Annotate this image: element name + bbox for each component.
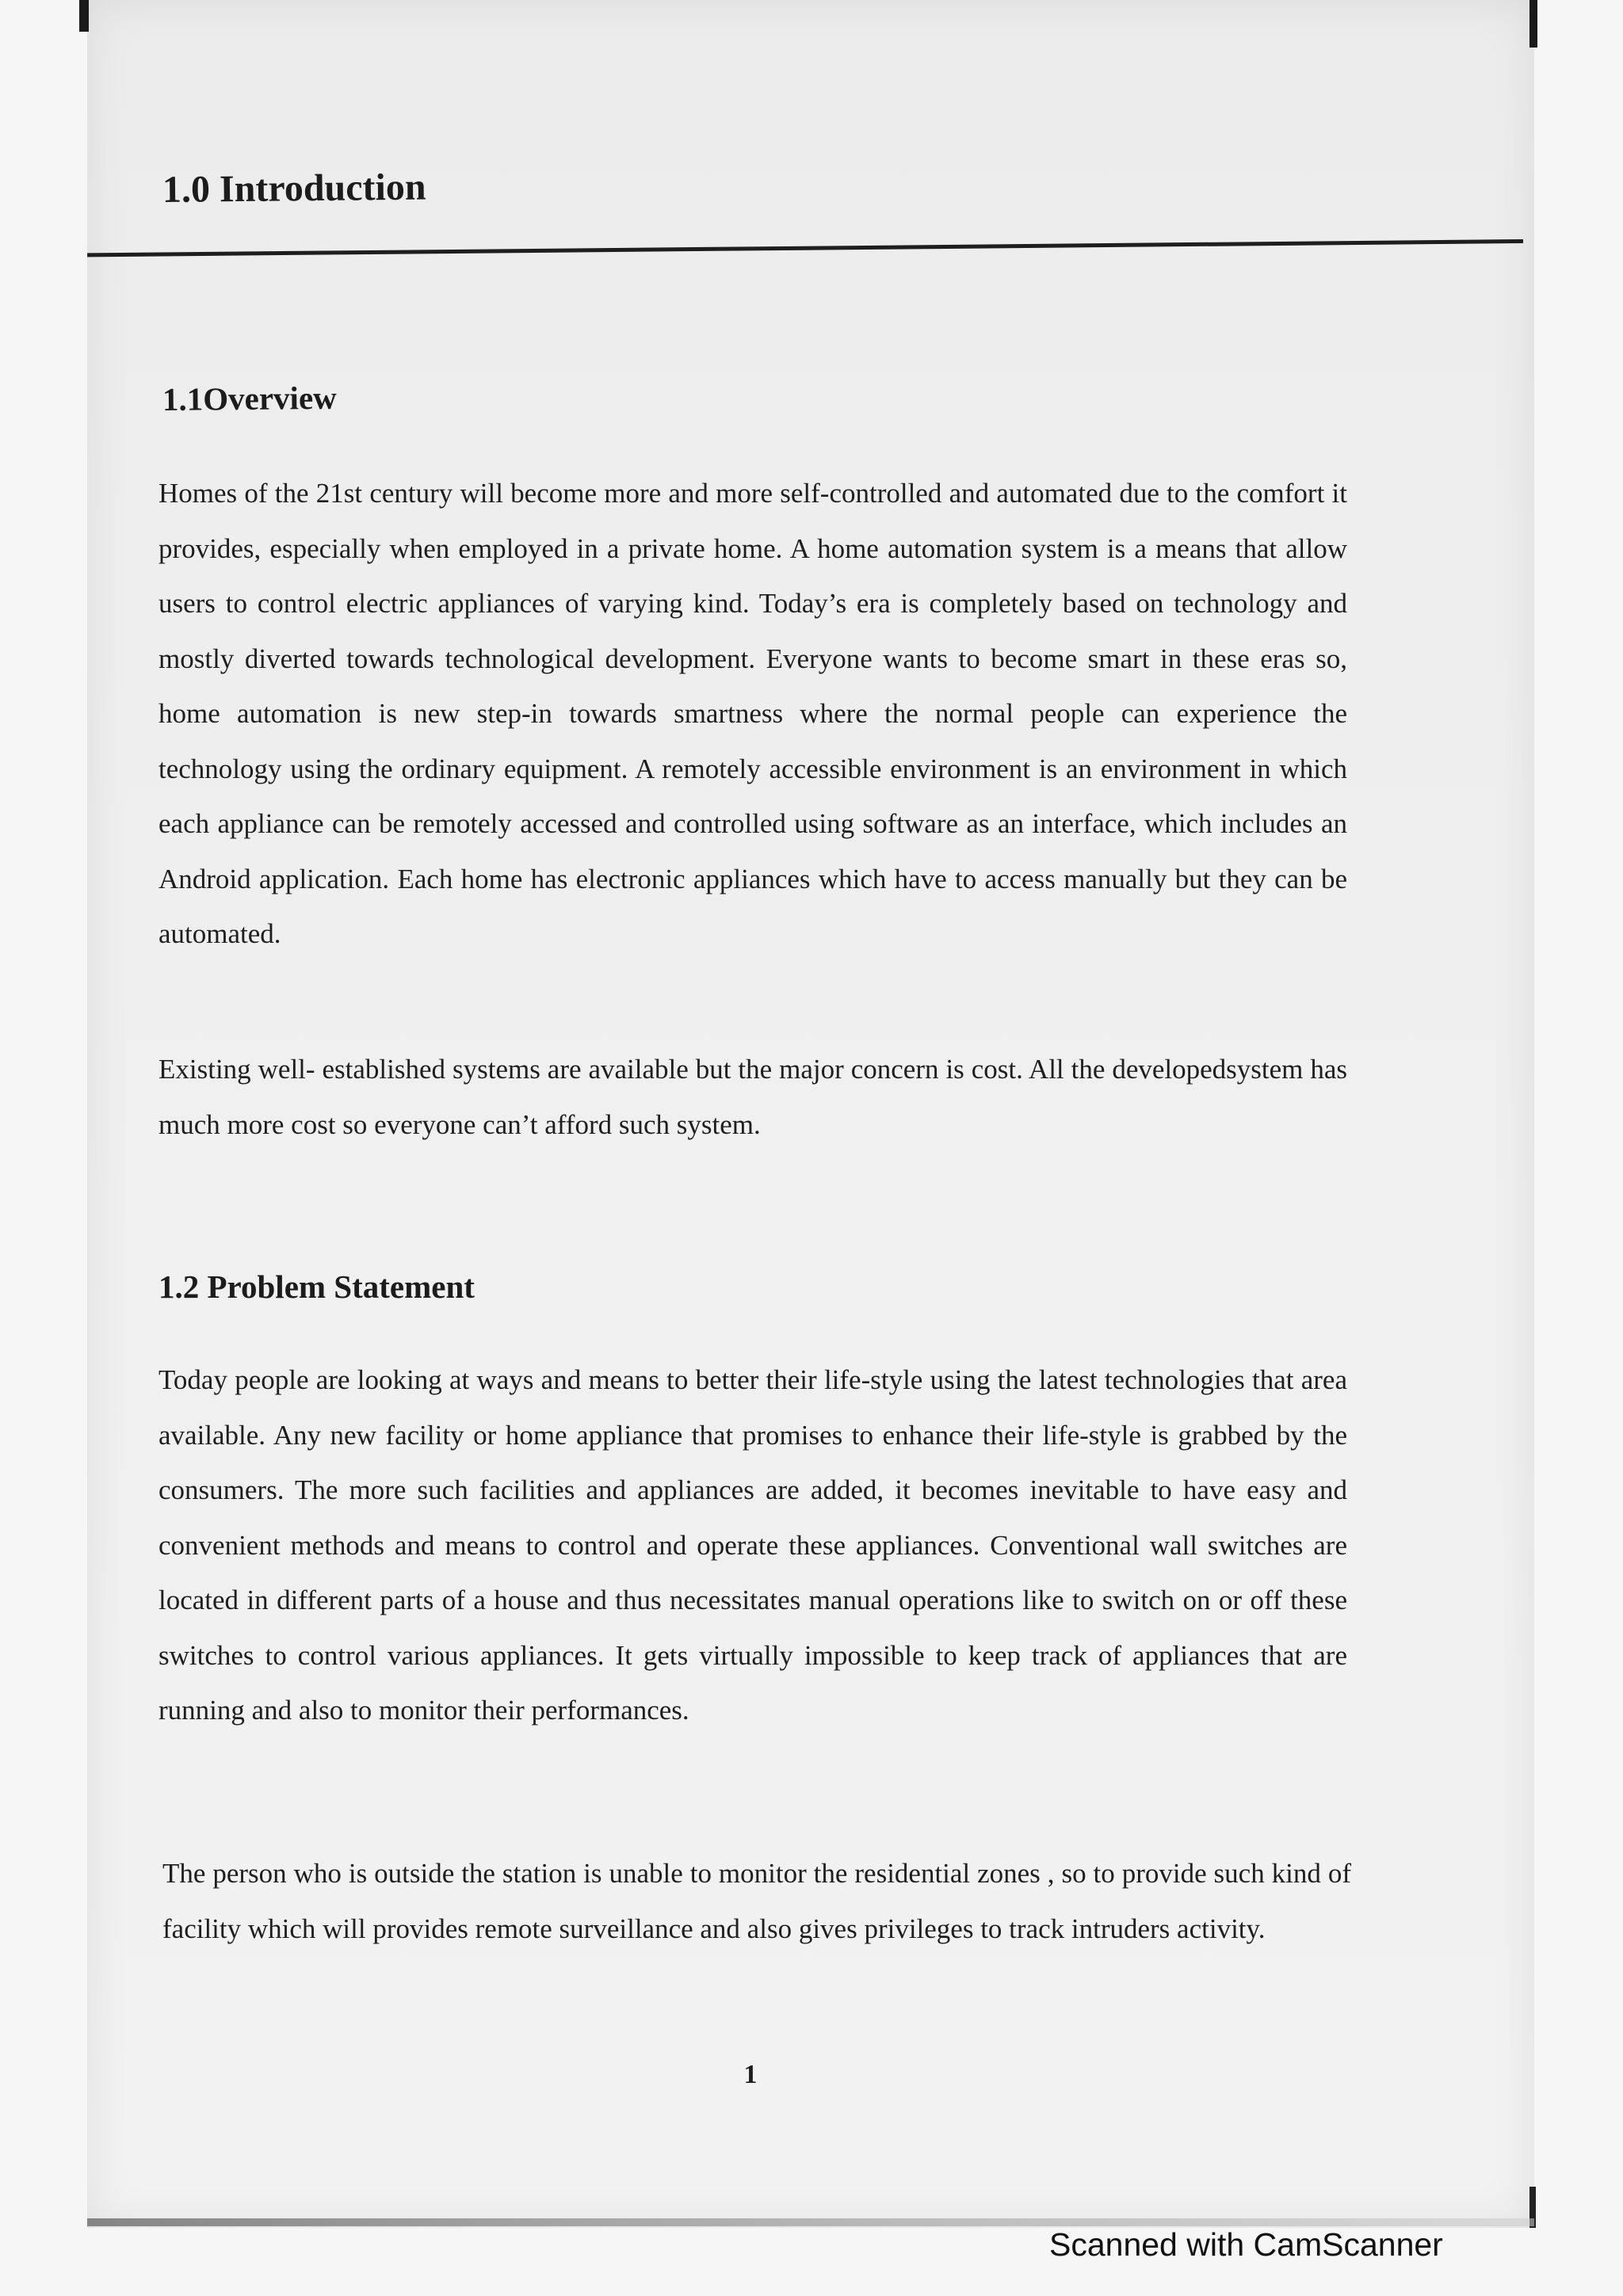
overview-paragraph-1: Homes of the 21st century will become more and more self-controlled and automated due to the comfort it provides, especially when employed in a private home. A home automation system is a means that allow users to control electric appliances of varying kind. Today’s era is completely based on technology and mostly diverted towards technological development. Everyone wants to become smart in these eras so, home automation is new step-in towards smartness where the normal people can experience the technology using the ordinary equipment. A remotely accessible environment is an environment in which each appliance can be remotely accessed and controlled using software as an interface, which includes an Android application. Each home has electronic appliances which have to access manually but they can be automated. <box>158 478 1347 949</box>
chapter-title: 1.0 Introduction <box>162 166 426 211</box>
section-heading-problem-statement: 1.2 Problem Statement <box>158 1268 475 1305</box>
problem-paragraph-2: The person who is outside the station is unable to monitor the residential zones , so to provide such kind of facility which will provides remote surveillance and also gives privileges to track intruders activity. <box>162 1858 1351 1944</box>
page-edge-shadow-left <box>79 0 89 32</box>
page-number: 1 <box>743 2060 758 2089</box>
camscanner-watermark: Scanned with CamScanner <box>1049 2226 1443 2263</box>
section-heading-overview: 1.1Overview <box>162 379 337 418</box>
problem-paragraph-1: Today people are looking at ways and means to better their life-style using the latest technologies that area available. Any new facility or home appliance that promises to enhance their life-style is grabbed by the consumers. The more such facilities and appliances are added, it becomes inevitable to have easy and convenient methods and means to control and operate these appliances. Conventional wall switches are located in different parts of a house and thus necessitates manual operations like to switch on or off these switches to control various appliances. It gets virtually impossible to keep track of appliances that are running and also to monitor their performances. <box>158 1364 1347 1726</box>
page-bottom-edge <box>87 2218 1534 2226</box>
page-edge-shadow-right <box>1529 0 1537 48</box>
overview-paragraph-2: Existing well- established systems are available but the major concern is cost. All the developedsystem has much more cost so everyone can’t afford such system. <box>158 1054 1347 1140</box>
